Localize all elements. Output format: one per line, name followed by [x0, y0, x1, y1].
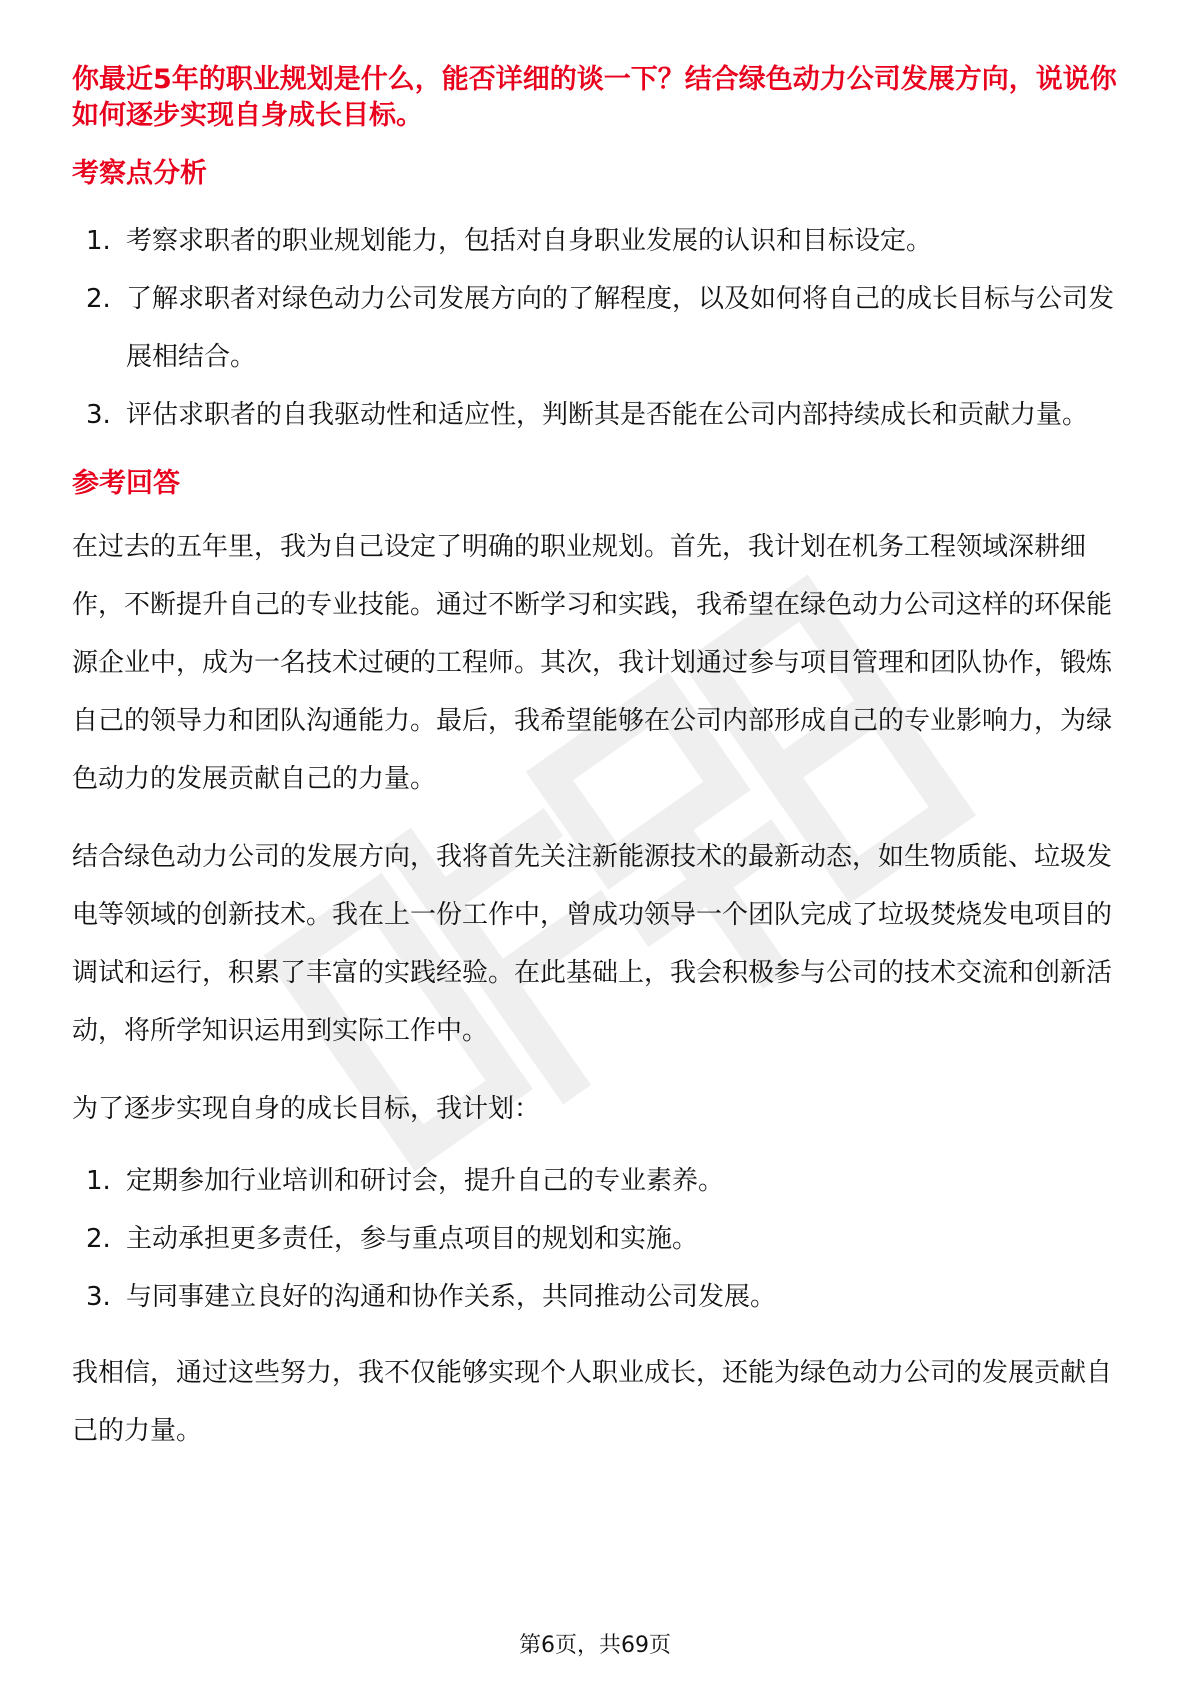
list-item-number: 3. [86, 400, 111, 430]
list-item-text: 与同事建立良好的沟通和协作关系，共同推动公司发展。 [126, 1282, 777, 1312]
list-item-text: 定期参加行业培训和研讨会，提升自己的专业素养。 [126, 1166, 725, 1196]
list-item [72, 212, 1122, 270]
list-item-number: 3. [86, 1282, 111, 1312]
document-content [72, 62, 1122, 1460]
analysis-title: 考察点分析 [72, 158, 207, 189]
list-item-text: 了解求职者对绿色动力公司发展方向的了解程度，以及如何将自己的成长目标与公司发展相结合。 [126, 284, 1115, 372]
answer-paragraph-1: 在过去的五年里，我为自己设定了明确的职业规划。首先，我计划在机务工程领域深耕细作，不断提升自己的专业技能。通过不断学习和实践，我希望在绿色动力公司这样的环保能源企业中，成为一名技术过硬的工程师。其次，我计划通过参与项目管理和团队协作，锻炼自己的领导力和团队沟通能力。最后，我希望能够在公司内部形成自己的专业影响力，为绿色动力的发展贡献自己的力量。 [72, 532, 1113, 794]
answer-paragraph-4: 我相信，通过这些努力，我不仅能够实现个人职业成长，还能为绿色动力公司的发展贡献自己的力量。 [72, 1358, 1113, 1446]
list-item-number: 2. [86, 1224, 111, 1254]
list-item-number: 1. [86, 226, 111, 256]
page-footer: 第6页，共69页 [519, 1633, 671, 1658]
list-item-number: 2. [86, 284, 111, 314]
list-item [72, 270, 1122, 386]
list-item-text: 考察求职者的职业规划能力，包括对自身职业发展的认识和目标设定。 [126, 226, 933, 256]
answer-paragraph-2: 结合绿色动力公司的发展方向，我将首先关注新能源技术的最新动态，如生物质能、垃圾发电等领域的创新技术。我在上一份工作中，曾成功领导一个团队完成了垃圾焚烧发电项目的调试和运行，积累了丰富的实践经验。在此基础上，我会积极参与公司的技术交流和创新活动，将所学知识运用到实际工作中。 [72, 842, 1113, 1046]
answer-paragraph-3: 为了逐步实现自身的成长目标，我计划： [72, 1094, 541, 1124]
list-item [72, 1152, 1122, 1210]
list-item-number: 1. [86, 1166, 111, 1196]
analysis-list [72, 212, 1122, 444]
question-heading: 你最近5年的职业规划是什么，能否详细的谈一下？结合绿色动力公司发展方向，说说你如何逐步实现自身成长目标。 [72, 64, 1117, 131]
list-item-text: 主动承担更多责任，参与重点项目的规划和实施。 [126, 1224, 699, 1254]
list-item [72, 386, 1122, 444]
plan-list [72, 1152, 1122, 1326]
answer-title: 参考回答 [72, 468, 180, 499]
list-item [72, 1268, 1122, 1326]
list-item [72, 1210, 1122, 1268]
list-item-text: 评估求职者的自我驱动性和适应性，判断其是否能在公司内部持续成长和贡献力量。 [126, 400, 1089, 430]
